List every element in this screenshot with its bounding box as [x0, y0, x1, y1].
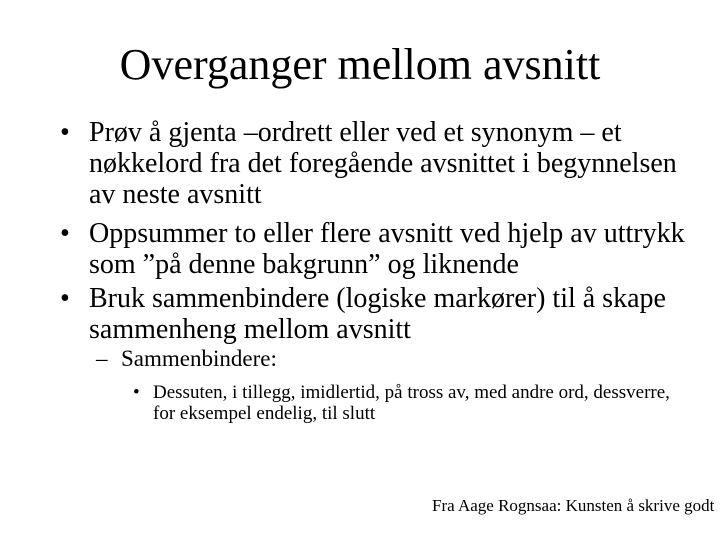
- bullet-item: [60, 117, 710, 210]
- sub-bullet-item: [96, 346, 696, 372]
- bullet-marker: •: [60, 283, 70, 314]
- bullet-text: Prøv å gjenta –ordrett eller ved et synonym – et nøkkelord fra det foregående avsnittet i begynnelsen av neste avsnitt: [89, 117, 677, 210]
- bullet-item: [60, 218, 710, 280]
- sub-bullet-marker: –: [96, 346, 108, 371]
- sub-sub-bullet-item: [133, 382, 693, 424]
- sub-sub-bullet-marker: •: [133, 382, 140, 403]
- bullet-text: Oppsummer to eller flere avsnitt ved hjelp av uttrykk som ”på denne bakgrunn” og liknende: [89, 218, 685, 280]
- bullet-marker: •: [60, 117, 70, 148]
- slide-title: Overganger mellom avsnitt: [119, 40, 601, 89]
- bullet-marker: •: [60, 218, 70, 249]
- bullet-item: [60, 283, 710, 345]
- source-credit: Fra Aage Rognsaa: Kunsten å skrive godt: [432, 496, 715, 515]
- bullet-text: Bruk sammenbindere (logiske markører) til å skape sammenheng mellom avsnitt: [89, 283, 666, 345]
- sub-sub-bullet-text: Dessuten, i tillegg, imidlertid, på tross av, med andre ord, dessverre, for eksempel endelig, til slutt: [153, 382, 670, 424]
- sub-bullet-text: Sammenbindere:: [121, 346, 277, 371]
